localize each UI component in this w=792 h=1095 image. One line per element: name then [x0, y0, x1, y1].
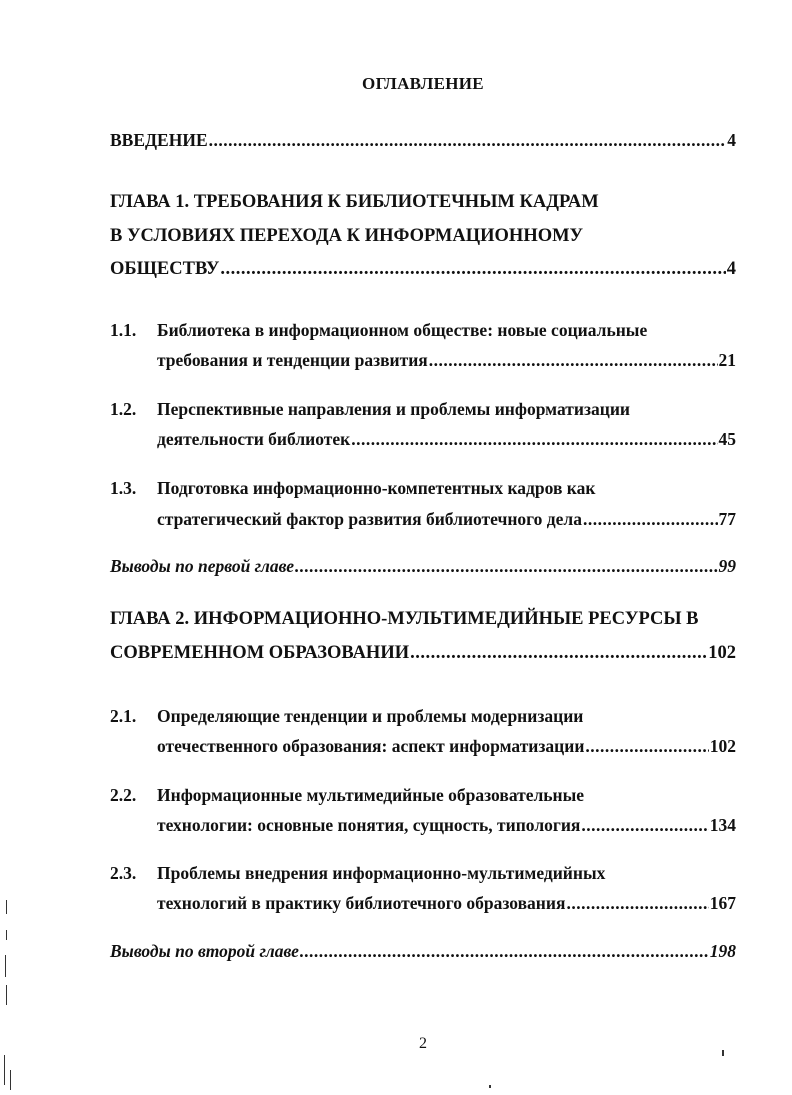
section-2-3-title-line-2[interactable]: [157, 892, 736, 914]
dot-leader: [410, 642, 707, 664]
toc-entry-label: стратегический фактор развития библиотечного дела: [157, 509, 582, 529]
section-1-1-title-line-2[interactable]: [157, 349, 736, 371]
section-1-2-title-line-1[interactable]: Перспективные направления и проблемы информатизации: [157, 399, 630, 419]
chapter-1-heading-line-1[interactable]: ГЛАВА 1. ТРЕБОВАНИЯ К БИБЛИОТЕЧНЫМ КАДРАМ: [110, 192, 599, 212]
dot-leader: [585, 735, 708, 757]
chapter-1-conclusions[interactable]: [110, 555, 736, 577]
toc-entry-label: ОБЩЕСТВУ: [110, 259, 220, 279]
section-1-1-title-line-1[interactable]: Библиотека в информационном обществе: новые социальные: [157, 320, 648, 340]
scan-artifact: [6, 930, 7, 940]
section-number: 2.1.: [110, 706, 137, 726]
toc-page-number: 21: [718, 350, 736, 370]
toc-entry-label: технологии: основные понятия, сущность, типология: [157, 815, 581, 835]
section-1-2-title-line-2[interactable]: [157, 428, 736, 450]
toc-page-number: 102: [708, 643, 736, 663]
toc-page-number: 4: [726, 259, 736, 279]
dot-leader: [209, 129, 727, 151]
chapter-1-heading-line-3[interactable]: [110, 258, 736, 280]
dot-leader: [295, 555, 717, 577]
scan-artifact: [722, 1050, 724, 1056]
dot-leader: [429, 349, 718, 371]
section-2-1-title-line-2[interactable]: [157, 735, 736, 757]
section-2-1-title-line-1[interactable]: Определяющие тенденции и проблемы модернизации: [157, 706, 584, 726]
toc-page-number: 45: [718, 429, 736, 449]
section-number: 2.3.: [110, 863, 137, 883]
toc-entry-label: технологий в практику библиотечного образования: [157, 893, 566, 913]
page-title: ОГЛАВЛЕНИЕ: [362, 74, 484, 93]
scan-artifact: [5, 955, 6, 977]
section-number: 1.2.: [110, 399, 137, 419]
toc-entry-label: отечественного образования: аспект информатизации: [157, 736, 585, 756]
toc-page-number: 198: [709, 941, 736, 961]
toc-entry-label: СОВРЕМЕННОМ ОБРАЗОВАНИИ: [110, 643, 410, 663]
section-2-2-title-line-2[interactable]: [157, 814, 736, 836]
section-1-3-title-line-1[interactable]: Подготовка информационно-компетентных кадров как: [157, 478, 596, 498]
chapter-1-heading-line-2[interactable]: В УСЛОВИЯХ ПЕРЕХОДА К ИНФОРМАЦИОННОМУ: [110, 226, 584, 246]
toc-page-number: 134: [709, 815, 736, 835]
toc-entry-label: требования и тенденции развития: [157, 350, 428, 370]
toc-entry-label: Выводы по первой главе: [110, 556, 295, 576]
toc-entry-label: деятельности библиотек: [157, 429, 351, 449]
scan-artifact: [4, 1055, 5, 1085]
scan-artifact: [10, 1070, 11, 1090]
toc-page-number: 167: [709, 893, 736, 913]
toc-entry-label: ВВЕДЕНИЕ: [110, 130, 208, 150]
scan-artifact: [6, 985, 7, 1005]
chapter-2-conclusions[interactable]: [110, 940, 736, 962]
section-number: 1.3.: [110, 478, 137, 498]
section-2-3-title-line-1[interactable]: Проблемы внедрения информационно-мультимедийных: [157, 863, 606, 883]
scan-artifact: [489, 1085, 491, 1088]
section-2-2-title-line-1[interactable]: Информационные мультимедийные образовательные: [157, 785, 585, 805]
section-number: 2.2.: [110, 785, 137, 805]
chapter-2-heading-line-1[interactable]: ГЛАВА 2. ИНФОРМАЦИОННО-МУЛЬТИМЕДИЙНЫЕ РЕСУРСЫ В: [110, 609, 699, 629]
dot-leader: [220, 258, 725, 280]
section-1-3-title-line-2[interactable]: [157, 508, 736, 530]
toc-entry-label: Выводы по второй главе: [110, 941, 299, 961]
dot-leader: [581, 814, 708, 836]
toc-page-number: 4: [727, 130, 736, 150]
scan-artifact: [6, 900, 7, 914]
section-number: 1.1.: [110, 320, 137, 340]
page-number: 2: [419, 1035, 427, 1052]
dot-leader: [583, 508, 718, 530]
toc-page-number: 99: [718, 556, 736, 576]
toc-entry-intro[interactable]: [110, 129, 736, 151]
dot-leader: [351, 428, 717, 450]
chapter-2-heading-line-2[interactable]: [110, 642, 736, 664]
toc-page-number: 102: [709, 736, 736, 756]
dot-leader: [300, 940, 709, 962]
dot-leader: [566, 892, 708, 914]
toc-page-number: 77: [718, 509, 736, 529]
